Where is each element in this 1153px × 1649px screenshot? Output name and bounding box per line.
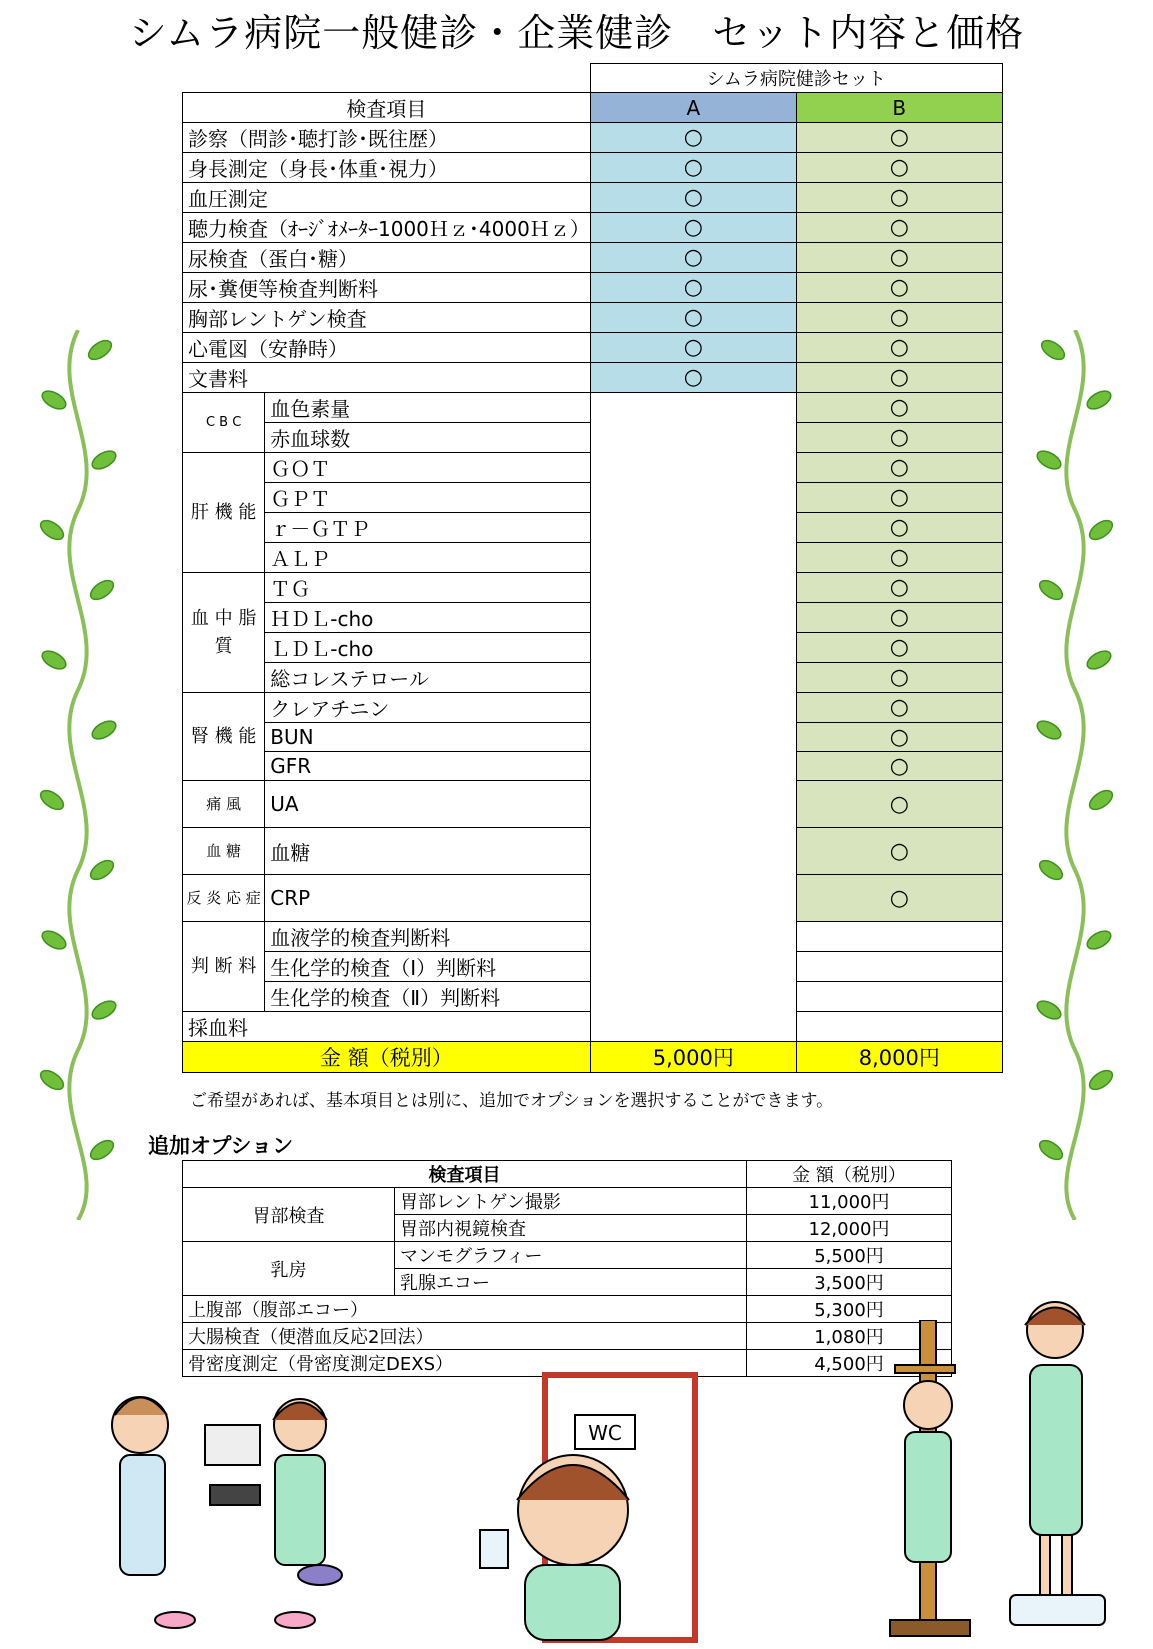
set-b-mark: ○ [796,243,1002,273]
set-b-mark: ○ [796,663,1002,693]
set-b-mark: ○ [796,153,1002,183]
set-a-header: A [590,93,796,123]
option-item: 大腸検査（便潜血反応2回法） [183,1323,747,1350]
exam-item: クレアチニン [265,693,591,723]
option-item: 上腹部（腹部エコー） [183,1296,747,1323]
table-row [183,363,1003,393]
option-price: 1,080円 [747,1323,952,1350]
exam-item: 胸部レントゲン検査 [183,303,591,333]
set-b-mark: ○ [796,363,1002,393]
exam-item: 尿･糞便等検査判断料 [183,273,591,303]
set-b-mark: ○ [796,828,1002,875]
set-b-mark: ○ [796,123,1002,153]
group-label: 血 中 脂 質 [183,573,265,693]
set-b-mark: ○ [796,393,1002,423]
options-item-header: 検査項目 [183,1161,747,1188]
table-row [183,273,1003,303]
exam-item: 血圧測定 [183,183,591,213]
exam-item: BUN [265,723,591,752]
height-measurement-illustration [875,1320,985,1645]
exam-item: ＡＬＰ [265,543,591,573]
table-row [183,303,1003,333]
option-price: 11,000円 [747,1188,952,1215]
item-header: 検査項目 [183,93,591,123]
set-b-mark: ○ [796,693,1002,723]
table-row [183,393,1003,423]
stomach-group: 胃部検査 [183,1188,395,1242]
exam-item: 血色素量 [265,393,591,423]
group-label: 肝 機 能 [183,453,265,573]
exam-item: ＧＰＴ [265,483,591,513]
set-b-header: B [796,93,1002,123]
exam-item: 身長測定（身長･体重･視力） [183,153,591,183]
set-b-mark: ○ [796,483,1002,513]
exam-item: 尿検査（蛋白･糖） [183,243,591,273]
page-title: シムラ病院一般健診・企業健診 セット内容と価格 [128,11,1025,55]
exam-item: 生化学的検査（Ⅰ）判断料 [265,952,591,982]
price-label: 金 額（税別） [183,1042,591,1073]
blood-pressure-illustration [95,1370,355,1640]
set-b-mark: ○ [796,183,1002,213]
group-label: 血 糖 [183,828,265,875]
option-price: 4,500円 [747,1350,952,1377]
set-header: シムラ病院健診セット [590,64,1002,93]
option-price: 5,500円 [747,1242,952,1269]
set-a-mark: ○ [590,333,796,363]
table-row [183,153,1003,183]
exam-item: UA [265,781,591,828]
set-b-mark: ○ [796,423,1002,453]
set-b-mark: ○ [796,752,1002,781]
exam-item: ＬＤＬ-cho [265,633,591,663]
set-b-mark: ○ [796,513,1002,543]
set-b-empty [796,1012,1002,1042]
exam-item: ＧＯＴ [265,453,591,483]
set-a-mark: ○ [590,363,796,393]
set-b-mark: ○ [796,781,1002,828]
table-row [183,183,1003,213]
set-b-mark: ○ [796,453,1002,483]
exam-item: ｒ－ＧＴＰ [265,513,591,543]
breast-group: 乳房 [183,1242,395,1296]
set-b-empty [796,982,1002,1012]
option-note: ご希望があれば、基本項目とは別に、追加でオプションを選択することができます。 [190,1091,834,1111]
set-a-mark: ○ [590,303,796,333]
exam-item: 血液学的検査判断料 [265,922,591,952]
exam-item: 聴力検査（ｵｰｼﾞｵﾒｰﾀｰ1000Ｈｚ･4000Ｈｚ） [183,213,591,243]
set-b-mark: ○ [796,723,1002,752]
set-b-empty [796,952,1002,982]
set-b-mark: ○ [796,303,1002,333]
options-title: 追加オプション [148,1134,294,1158]
weight-measurement-illustration [1000,1290,1120,1645]
table-row [183,333,1003,363]
table-row [183,123,1003,153]
option-price: 5,300円 [747,1296,952,1323]
right-vine-illustration [1035,330,1115,1220]
options-table [182,1160,952,1377]
set-a-mark: ○ [590,153,796,183]
set-b-mark: ○ [796,273,1002,303]
checkup-set-table [182,63,1003,1073]
exam-item: ＴＧ [265,573,591,603]
group-label: 痛 風 [183,781,265,828]
set-b-mark: ○ [796,875,1002,922]
table-row [183,243,1003,273]
exam-item: 血糖 [265,828,591,875]
set-b-mark: ○ [796,633,1002,663]
set-b-mark: ○ [796,543,1002,573]
price-row [183,1042,1003,1073]
set-b-mark: ○ [796,573,1002,603]
exam-item: CRP [265,875,591,922]
set-b-mark: ○ [796,213,1002,243]
exam-item: 総コレステロール [265,663,591,693]
option-price: 12,000円 [747,1215,952,1242]
exam-item: 診察（問診･聴打診･既往歴） [183,123,591,153]
group-label: 判 断 料 [183,922,265,1012]
group-label: 反 炎 応 症 [183,875,265,922]
exam-item: 赤血球数 [265,423,591,453]
group-label: 腎 機 能 [183,693,265,781]
set-a-mark: ○ [590,123,796,153]
exam-item: 文書料 [183,363,591,393]
set-b-mark: ○ [796,603,1002,633]
set-b-empty [796,922,1002,952]
option-item: 胃部内視鏡検査 [395,1215,747,1242]
option-item: 骨密度測定（骨密度測定DEXS） [183,1350,747,1377]
set-a-mark: ○ [590,213,796,243]
option-item: マンモグラフィー [395,1242,747,1269]
table-row [183,213,1003,243]
set-b-mark: ○ [796,333,1002,363]
wc-sign: WC [588,1421,622,1445]
price-a: 5,000円 [590,1042,796,1073]
exam-item: 心電図（安静時） [183,333,591,363]
set-a-mark: ○ [590,273,796,303]
exam-item: 生化学的検査（Ⅱ）判断料 [265,982,591,1012]
option-item: 乳腺エコー [395,1269,747,1296]
options-price-header: 金 額（税別） [747,1161,952,1188]
set-a-mark: ○ [590,183,796,213]
price-b: 8,000円 [796,1042,1002,1073]
exam-item: ＨＤＬ-cho [265,603,591,633]
set-a-mark: ○ [590,243,796,273]
group-label: C B C [183,393,265,453]
restroom-illustration [455,1370,725,1645]
left-vine-illustration [38,330,118,1220]
exam-item: 採血料 [183,1012,591,1042]
exam-item: GFR [265,752,591,781]
option-item: 胃部レントゲン撮影 [395,1188,747,1215]
option-price: 3,500円 [747,1269,952,1296]
set-a-empty [590,393,796,1042]
